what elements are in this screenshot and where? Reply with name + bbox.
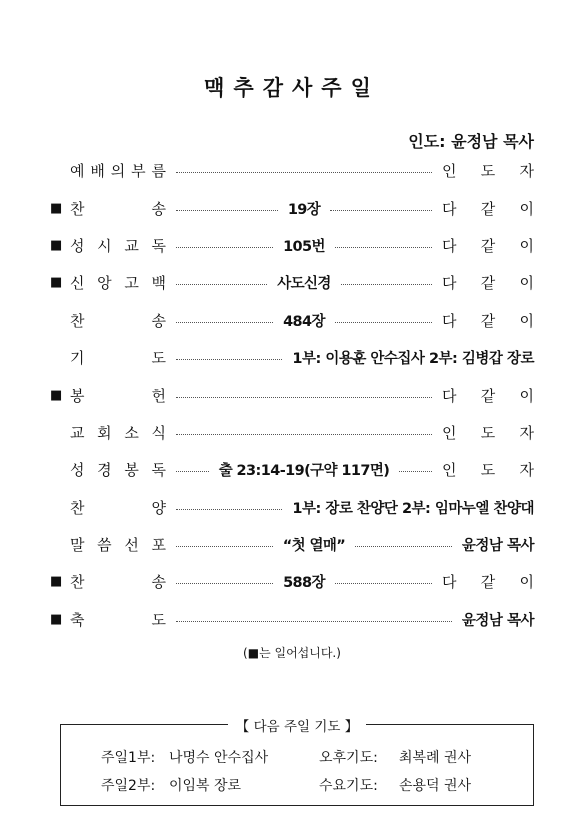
prayer-entry-key: 수요기도: (319, 778, 378, 794)
worship-item-leader: 1부: 장로 찬양단 2부: 임마누엘 찬양대 (292, 500, 534, 517)
prayer-entry (319, 747, 471, 767)
standing-marker: ■ (50, 574, 63, 590)
prayer-entry (101, 775, 241, 795)
standing-marker: ■ (50, 611, 63, 627)
dot-leader (176, 471, 209, 472)
prayer-entry-name: 이임복 장로 (169, 778, 242, 794)
worship-item-label: 예 배 의 부 름 (70, 162, 166, 181)
dot-leader (176, 397, 432, 398)
dot-leader (335, 583, 432, 584)
next-prayer-title: 【 다음 주일 기도 】 (228, 719, 366, 735)
worship-item-leader: 다 같 이 (442, 573, 534, 592)
dot-leader (176, 247, 273, 248)
worship-item (50, 414, 534, 451)
worship-item (50, 339, 534, 376)
worship-item-leader: 다 같 이 (442, 236, 534, 255)
worship-item-label: 찬 송 (70, 311, 166, 330)
worship-item-label: 봉 헌 (70, 386, 166, 405)
worship-item (50, 302, 534, 339)
prayer-entry-name: 최복례 권사 (399, 750, 472, 766)
worship-item (50, 227, 534, 264)
worship-item (50, 451, 534, 488)
prayer-entry (101, 747, 268, 767)
worship-item-leader: 인 도 자 (442, 162, 534, 181)
worship-item-label: 신 앙 고 백 (70, 274, 166, 293)
prayer-entry-key: 주일2부: (101, 778, 156, 794)
dot-leader (176, 621, 452, 622)
worship-item-label: 찬 송 (70, 573, 166, 592)
worship-item-label: 축 도 (70, 610, 166, 629)
worship-item-detail: “첫 열매” (282, 538, 346, 555)
prayer-entry (319, 775, 471, 795)
worship-item (50, 601, 534, 638)
worship-item-detail: 588장 (283, 575, 325, 592)
dot-leader (176, 359, 282, 360)
next-prayer-box (60, 719, 534, 806)
worship-item (50, 526, 534, 563)
order-of-worship (50, 152, 534, 638)
worship-item-leader: 다 같 이 (442, 386, 534, 405)
standing-marker: ■ (50, 237, 63, 253)
worship-item-detail: 484장 (283, 313, 325, 330)
dot-leader (399, 471, 432, 472)
presider-line: 인도: 윤정남 목사 (408, 132, 534, 151)
dot-leader (176, 172, 432, 173)
worship-item-label: 성 시 교 독 (70, 236, 166, 255)
dot-leader (355, 546, 452, 547)
worship-item (50, 489, 534, 526)
worship-item-leader: 다 같 이 (442, 311, 534, 330)
standing-marker: ■ (50, 275, 63, 291)
worship-item-detail: 105번 (283, 238, 325, 255)
worship-item-leader: 윤정남 목사 (461, 612, 534, 629)
worship-item-leader: 다 같 이 (442, 199, 535, 218)
page-title: 맥추감사주일 (204, 76, 380, 100)
worship-item-leader: 다 같 이 (442, 274, 535, 293)
worship-item-leader: 인 도 자 (442, 461, 535, 480)
dot-leader (176, 284, 267, 285)
worship-item-detail: 출 23:14-19(구약 117면) (218, 463, 390, 480)
prayer-entry-name: 나명수 안수집사 (169, 750, 269, 766)
worship-item (50, 563, 534, 600)
dot-leader (335, 247, 432, 248)
worship-item (50, 376, 534, 413)
worship-item-detail: 19장 (287, 201, 321, 218)
prayer-entry-key: 주일1부: (101, 750, 156, 766)
worship-item-label: 찬 송 (70, 199, 166, 218)
worship-item-leader: 인 도 자 (442, 423, 534, 442)
worship-item-label: 찬 양 (70, 498, 166, 517)
dot-leader (176, 509, 282, 510)
worship-item-label: 기 도 (70, 349, 166, 368)
prayer-entry-name: 손용덕 권사 (399, 778, 472, 794)
worship-item-leader: 1부: 이용훈 안수집사 2부: 김병갑 장로 (292, 351, 534, 368)
worship-item (50, 264, 534, 301)
standing-marker: ■ (50, 387, 63, 403)
worship-item-detail: 사도신경 (277, 276, 331, 293)
dot-leader (176, 546, 273, 547)
worship-item-label: 말 씀 선 포 (70, 536, 166, 555)
dot-leader (176, 434, 432, 435)
dot-leader (341, 284, 432, 285)
worship-item (50, 189, 534, 226)
dot-leader (176, 322, 273, 323)
standing-note: (■는 일어섭니다.) (243, 646, 341, 660)
dot-leader (176, 583, 273, 584)
worship-item (50, 152, 534, 189)
dot-leader (176, 210, 278, 211)
worship-item-label: 교 회 소 식 (70, 423, 166, 442)
worship-item-label: 성 경 봉 독 (70, 461, 166, 480)
prayer-entry-key: 오후기도: (319, 750, 378, 766)
worship-item-leader: 윤정남 목사 (461, 538, 534, 555)
dot-leader (330, 210, 432, 211)
standing-marker: ■ (50, 200, 63, 216)
dot-leader (335, 322, 432, 323)
